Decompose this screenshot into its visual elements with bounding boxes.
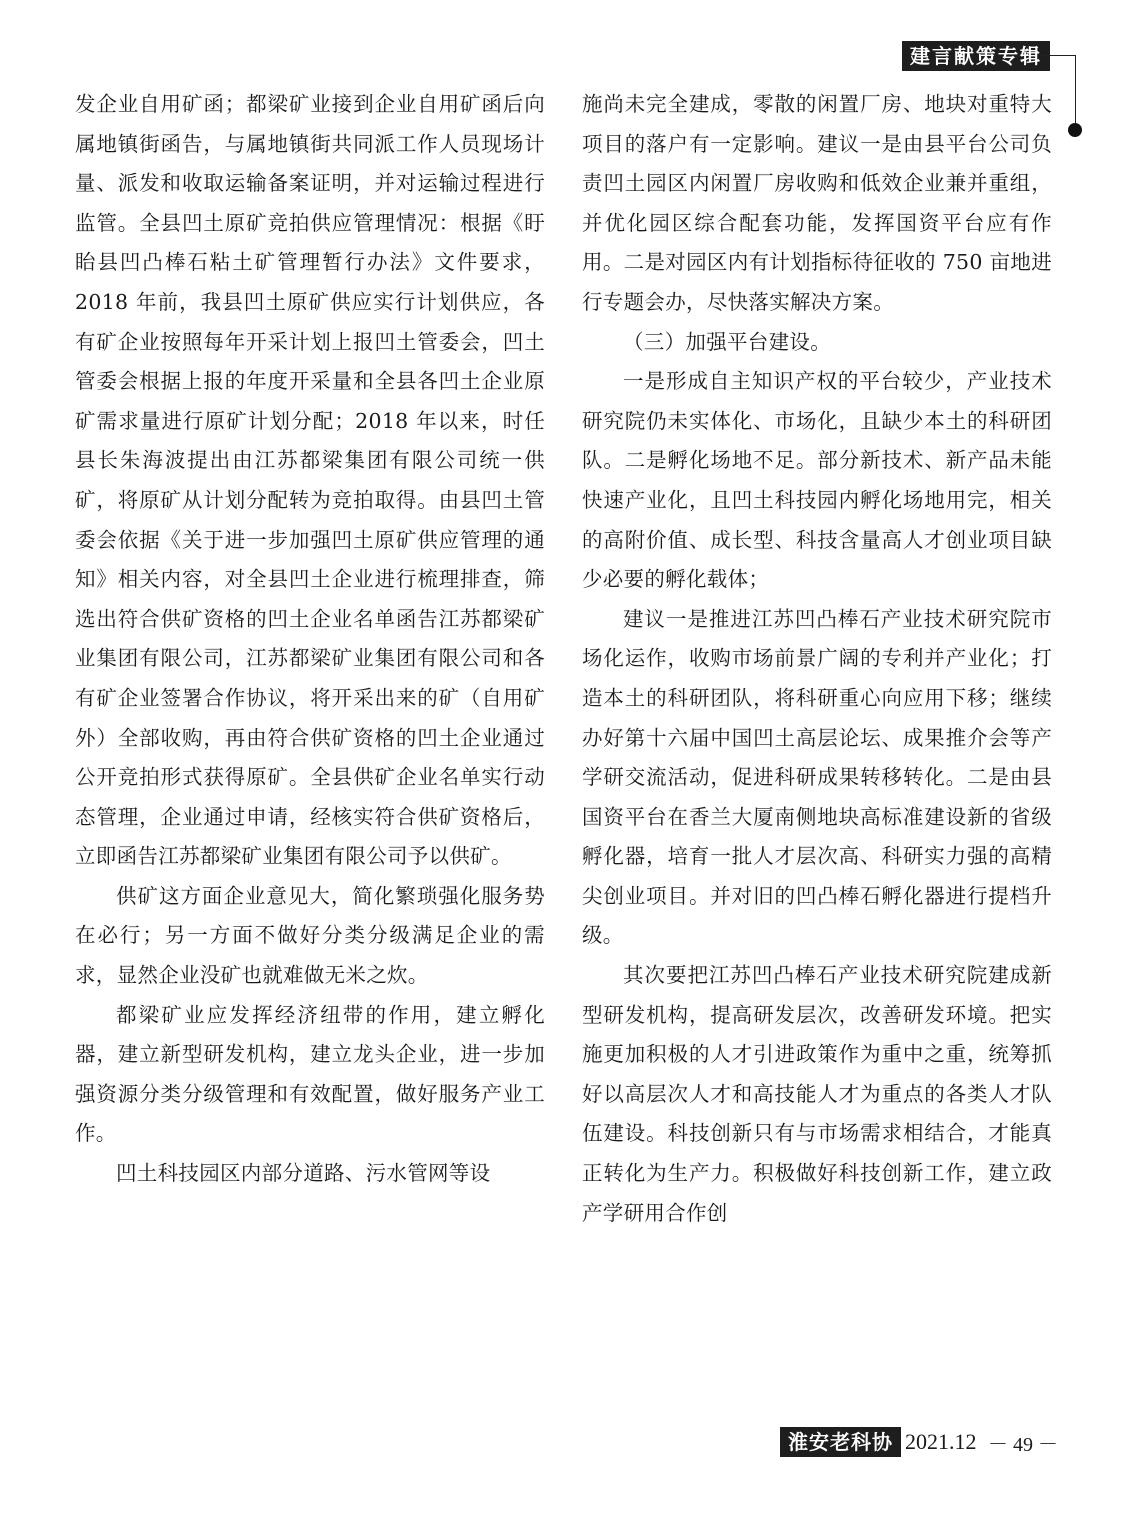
paragraph: 都梁矿业应发挥经济纽带的作用，建立孵化器，建立新型研发机构，建立龙头企业，进一步加强资源分类分级管理和有效配置，做好服务产业工作。 [75, 1002, 545, 1146]
paragraph: 一是形成自主知识产权的平台较少，产业技术研究院仍未实体化、市场化，且缺少本土的科研团队。二是孵化场地不足。部分新技术、新产品未能快速产业化，且凹土科技园内孵化场地用完，相关的高附价值、成长型、科技含量高人才创业项目缺少必要的孵化载体； [582, 369, 1052, 592]
header-dot-ornament [1068, 123, 1082, 137]
issue-date: 2021.12 [905, 1429, 977, 1454]
paragraph: 凹土科技园区内部分道路、污水管网等设 [116, 1161, 491, 1186]
paragraph: 施尚未完全建成，零散的闲置厂房、地块对重特大项目的落户有一定影响。建议一是由县平台公司负责凹土园区内闲置厂房收购和低效企业兼并重组，并优化园区综合配套功能，发挥国资平台应有作用。二是对园区内有计划指标待征收的 750 亩地进行专题会办，尽快落实解决方案。 [582, 92, 1052, 314]
left-column [75, 85, 545, 1194]
section-tag: 建言献策专辑 [902, 41, 1050, 71]
paragraph: 建议一是推进江苏凹凸棒石产业技术研究院市场化运作，收购市场前景广阔的专利并产业化；打造本土的科研团队，将科研重心向应用下移；继续办好第十六届中国凹土高层论坛、成果推介会等产学研交流活动，促进科研成果转移转化。二是由县国资平台在香兰大厦南侧地块高标准建设新的省级孵化器，培育一批人才层次高、科研实力强的高精尖创业项目。并对旧的凹凸棒石孵化器进行提档升级。 [582, 606, 1052, 948]
header-rule-vertical [1075, 55, 1076, 123]
header-rule-horizontal [1042, 55, 1076, 56]
right-column [582, 85, 1052, 1233]
section-heading: （三）加强平台建设。 [623, 329, 831, 354]
paragraph: 发企业自用矿函；都梁矿业接到企业自用矿函后向属地镇街函告，与属地镇街共同派工作人员现场计量、派发和收取运输备案证明，并对运输过程进行监管。全县凹土原矿竞拍供应管理情况：根据《盱眙县凹凸棒石粘土矿管理暂行办法》文件要求，2018 年前，我县凹土原矿供应实行计划供应，各有矿企业按照每年开采计划上报凹土管委会，凹土管委会根据上报的年度开采量和全县各凹土企业原矿需求量进行原矿计划分配；2018 年以来，时任县长朱海波提出由江苏都梁集团有限公司统一供矿，将原矿从计划分配转为竞拍取得。由县凹土管委会依据《关于进一步加强凹土原矿供应管理的通知》相关内容，对全县凹土企业进行梳理排查，筛选出符合供矿资格的凹土企业名单函告江苏都梁矿业集团有限公司，江苏都梁矿业集团有限公司和各有矿企业签署合作协议，将开采出来的矿（自用矿外）全部收购，再由符合供矿资格的凹土企业通过公开竞拍形式获得原矿。全县供矿企业名单实行动态管理，企业通过申请，经核实符合供矿资格后，立即函告江苏都梁矿业集团有限公司予以供矿。 [75, 92, 545, 869]
paragraph: 供矿这方面企业意见大，简化繁琐强化服务势在必行；另一方面不做好分类分级满足企业的需求，显然企业没矿也就难做无米之炊。 [75, 883, 545, 988]
page-number: － 49 － [988, 1434, 1058, 1456]
paragraph: 其次要把江苏凹凸棒石产业技术研究院建成新型研发机构，提高研发层次，改善研发环境。把实施更加积极的人才引进政策作为重中之重，统筹抓好以高层次人才和高技能人才为重点的各类人才队伍建设。科技创新只有与市场需求相结合，才能真正转化为生产力。积极做好科技创新工作，建立政产学研用合作创 [582, 963, 1052, 1225]
magazine-name: 淮安老科协 [780, 1427, 901, 1457]
